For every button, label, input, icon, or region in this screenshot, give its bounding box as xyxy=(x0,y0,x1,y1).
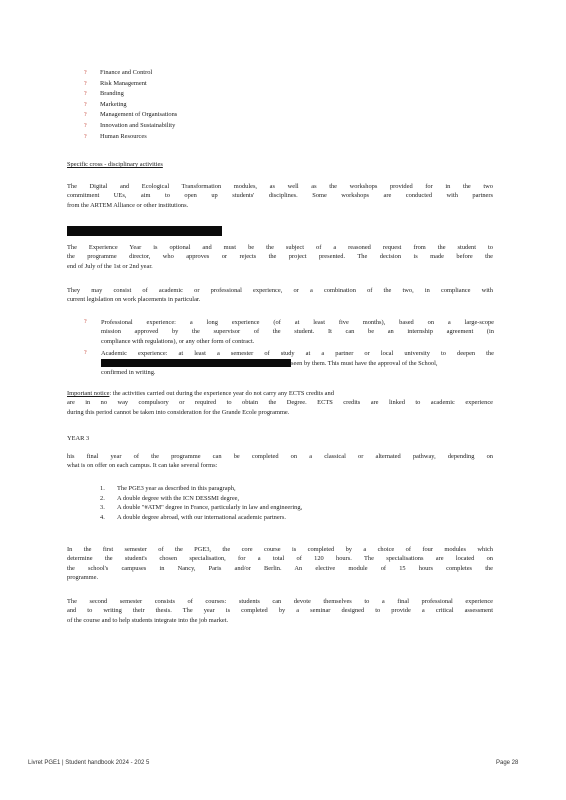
list-item: ? Human Resources xyxy=(84,132,177,143)
bullet-marker-icon: ? xyxy=(84,133,87,140)
important-notice: Important notice: the activities carried out during the experience year do not carry any ECTS credits and are in no way compulsory or required to obtain the Degree. ECTS credits are linked to academic experience during this period cannot be taken into consideration for the Grande Ecole programme. xyxy=(67,390,493,416)
experience-types-paragraph: They may consist of academic or professional experience, or a combination of the two, in compliance with current legislation on work placements in particular. xyxy=(67,287,493,304)
list-item: 1. The PGE3 year as described in this paragraph, xyxy=(100,485,236,492)
list-item: ? Professional experience: a long experience (of at least five months), based on a large-scope mission approved by the supervisor of the student. It can be an internship agreement (in compliance with regulations), or any other form of contract. xyxy=(84,319,494,345)
experience-year-paragraph: The Experience Year is optional and must be the subject of a reasoned request from the student to the programme director, who approves or rejects the project presented. The decision is made before the end of July of the 1st or 2nd year. xyxy=(67,244,493,270)
bullet-marker-icon: ? xyxy=(84,70,87,76)
year-3-forms-list xyxy=(100,484,302,522)
list-item: ? Academic experience: at least a semester of study at a partner or local university to deepen the seen by them. This must have the approval of the School, confirmed in writing. xyxy=(84,350,494,376)
year-3-heading: YEAR 3 xyxy=(67,435,90,442)
bullet-marker-icon: ? xyxy=(84,122,87,129)
year-3-intro: his final year of the programme can be completed on a classical or alternated pathway, depending on what is on offer on each campus. It can take several forms: xyxy=(67,453,493,470)
list-item: 2. A double degree with the ICN DESSMI degree, xyxy=(100,494,240,502)
specialisation-bullet-list xyxy=(84,68,177,142)
redacted-text-block xyxy=(101,359,291,367)
list-item: ? Finance and Control xyxy=(84,68,177,79)
bullet-marker-icon: ? xyxy=(84,91,87,98)
list-item: ? Innovation and Sustainability xyxy=(84,121,177,132)
first-semester-paragraph: In the first semester of the PGE3, the core course is completed by a choice of four modules which determine the student's chosen specialisation, for a total of 120 hours. The specialisations are located on the school's campuses in Nancy, Paris and/or Berlin. An elective module of 15 hours completes the programme. xyxy=(67,546,493,582)
list-item: 4. A double degree abroad, with our international academic partners. xyxy=(100,513,286,521)
list-item: 3. A double "#ATM" degree in France, particularly in law and engineering, xyxy=(100,504,303,512)
cross-disciplinary-heading: Specific cross - disciplinary activities xyxy=(67,161,163,168)
cross-disciplinary-paragraph: The Digital and Ecological Transformation modules, as well as the workshops provided for in the two commitment UEs, aim to open up students' disciplines. Some workshops are conducted with partners from the ARTEM Alliance or other institutions. xyxy=(67,183,493,209)
experience-options-list xyxy=(84,318,494,377)
redacted-heading-bar xyxy=(67,226,222,236)
second-semester-paragraph: The second semester consists of courses: students can devote themselves to a final professional experience and to writing their thesis. The year is completed by a seminar designed to provide a critical assessment of the course and to help students integrate into the job market. xyxy=(67,598,493,624)
bullet-marker-icon: ? xyxy=(84,319,87,325)
list-item: ? Branding xyxy=(84,89,177,100)
list-item: ? Risk Management xyxy=(84,79,177,90)
bullet-marker-icon: ? xyxy=(84,112,87,119)
footer-document-title: Livret PGE1 | Student handbook 2024 - 202 5 xyxy=(28,760,150,766)
list-item: ? Marketing xyxy=(84,100,177,111)
bullet-marker-icon: ? xyxy=(84,350,87,357)
footer-page-number: Page 28 xyxy=(496,760,519,766)
bullet-marker-icon: ? xyxy=(84,80,87,87)
bullet-marker-icon: ? xyxy=(84,101,87,108)
list-item: ? Management of Organisations xyxy=(84,110,177,121)
